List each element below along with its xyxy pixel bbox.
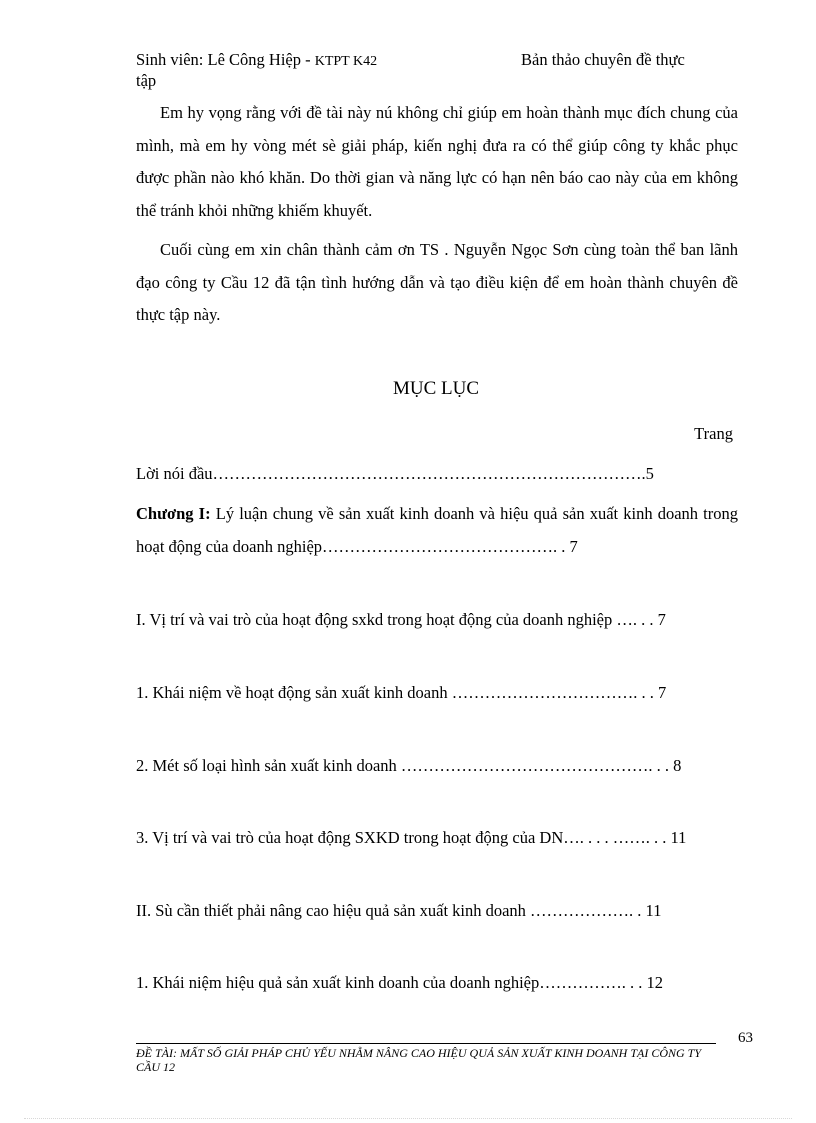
page-bottom-border (24, 1118, 792, 1119)
toc-title: MỤC LỤC (392, 378, 480, 399)
toc-entry-text: 2. Mét số loại hình sản xuất kinh doanh ………………………………………. . . 8 (136, 756, 682, 775)
toc-entry (136, 967, 738, 1000)
page-number: 63 (738, 1030, 753, 1046)
toc-entry-text: 1. Khái niệm hiệu quả sản xuất kinh doanh của doanh nghiệp……………. . . 12 (136, 973, 663, 992)
toc-page-column-label: Trang (694, 424, 733, 443)
toc-entry (136, 458, 738, 491)
document-type: Bản thảo chuyên đề thực (521, 50, 685, 69)
toc-entry-text: Lý luận chung về sản xuất kinh doanh và hiệu quả sản xuất kinh doanh trong hoạt động của doanh nghiệp……………………………………. . 7 (136, 504, 738, 556)
course-code: KTPT K42 (314, 54, 378, 69)
toc-entry (136, 750, 738, 783)
footer-topic: ĐỀ TÀI: MẤT SỐ GIẢI PHÁP CHỦ YẾU NHẰM NÂNG CAO HIỆU QUẢ SẢN XUẤT KINH DOANH TẠI CÔNG TY CẦU 12 (136, 1046, 702, 1074)
paragraph-1: Em hy vọng rằng với đề tài này nú không chỉ giúp em hoàn thành mục đích chung của mình, mà em hy vòng mét sè giải pháp, kiến nghị đưa ra có thể giúp công ty khắc phục được phần nào khó khăn. Do thời gian và năng lực có hạn nên báo cao này của em không thể tránh khỏi những khiếm khuyết. (136, 103, 738, 220)
document-type-wrap: tập (136, 71, 157, 90)
toc-entry (136, 604, 738, 637)
toc-entry (136, 895, 738, 928)
toc-entry-text: 3. Vị trí và vai trò của hoạt động SXKD trong hoạt động của DN…. . . . ……. . . 11 (136, 828, 687, 847)
toc-entry (136, 498, 738, 563)
footer-divider (136, 1043, 716, 1044)
toc-entry-text: II. Sù cần thiết phải nâng cao hiệu quả sản xuất kinh doanh ………………. . 11 (136, 901, 662, 920)
student-label: Sinh viên: Lê Công Hiệp - (136, 50, 315, 69)
toc-entry-text: I. Vị trí và vai trò của hoạt động sxkd trong hoạt động của doanh nghiệp …. . . 7 (136, 610, 666, 629)
toc-entry (136, 677, 738, 710)
toc-entry (136, 822, 738, 855)
toc-entry-text: 1. Khái niệm về hoạt động sản xuất kinh doanh ……………………………. . . 7 (136, 683, 667, 702)
toc-entry-text: Lời nói đầu…………………………………………………………………….5 (136, 464, 654, 483)
paragraph-2: Cuối cùng em xin chân thành cảm ơn TS . Nguyễn Ngọc Sơn cùng toàn thể ban lãnh đạo công ty Cầu 12 đã tận tình hướng dẫn và tạo điều kiện để em hoàn thành chuyên đề thực tập này. (136, 240, 738, 324)
student-name (136, 50, 377, 72)
toc-entry-bold: Chương I: (136, 504, 211, 523)
